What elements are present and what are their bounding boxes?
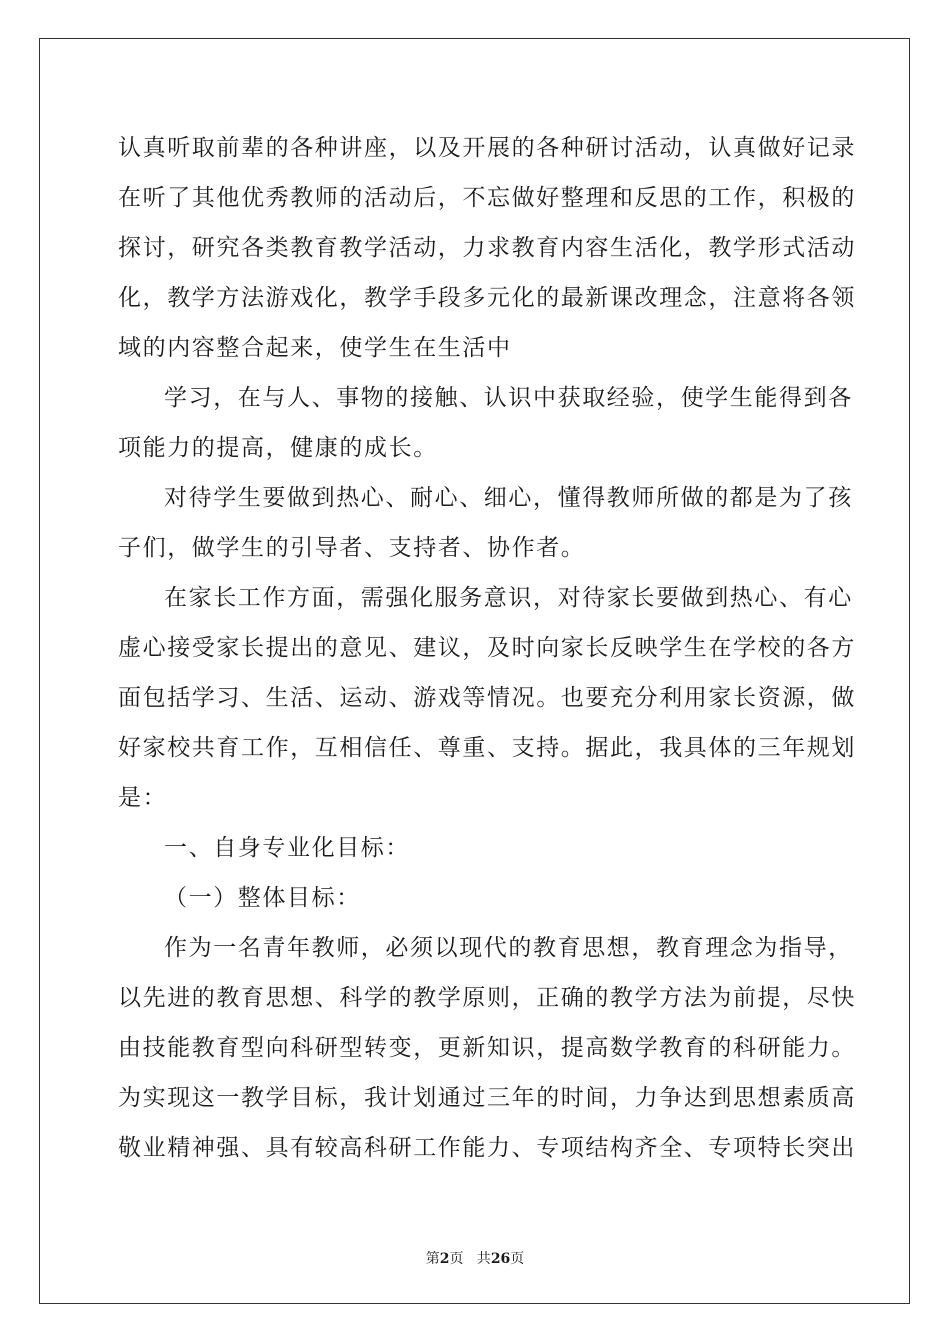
text-line: 认真听取前辈的各种讲座，以及开展的各种研讨活动，认真做好记录 [118,135,856,161]
footer-suffix: 页 [510,1251,525,1267]
text-line: 探讨，研究各类教育教学活动，力求教育内容生活化，教学形式活动 [118,235,856,261]
text-line: 子们，做学生的引导者、支持者、协作者。 [118,535,586,561]
text-line: 虚心接受家长提出的意见、建议，及时向家长反映学生在学校的各方 [118,635,856,661]
text-line: 作为一名青年教师，必须以现代的教育思想，教育理念为指导， [164,935,853,961]
subsection-heading: （一）整体目标： [164,885,361,911]
text-line: 在听了其他优秀教师的活动后，不忘做好整理和反思的工作，积极的 [118,185,856,211]
text-line: 敬业精神强、具有较高科研工作能力、专项结构齐全、专项特长突出 [118,1135,856,1161]
current-page-number: 2 [439,1251,450,1267]
text-line: 好家校共育工作，互相信任、尊重、支持。据此，我具体的三年规划 [118,735,856,761]
total-pages-number: 26 [490,1251,511,1267]
text-line: 学习，在与人、事物的接触、认识中获取经验，使学生能得到各 [164,385,853,411]
page-footer [0,1248,950,1268]
text-line: 面包括学习、生活、运动、游戏等情况。也要充分利用家长资源，做 [118,685,856,711]
footer-prefix: 第 [425,1251,440,1267]
text-line: 化，教学方法游戏化，教学手段多元化的最新课改理念，注意将各领 [118,285,856,311]
text-line: 在家长工作方面，需强化服务意识，对待家长要做到热心、有心 [164,585,853,611]
text-line: 以先进的教育思想、科学的教学原则，正确的教学方法为前提，尽快 [118,985,856,1011]
section-heading: 一、自身专业化目标： [164,835,410,861]
text-line: 由技能教育型向科研型转变，更新知识，提高数学教育的科研能力。 [118,1035,856,1061]
page-border [39,38,910,1304]
text-line: 为实现这一教学目标，我计划通过三年的时间，力争达到思想素质高 [118,1085,856,1111]
text-line: 域的内容整合起来，使学生在生活中 [118,335,512,361]
text-line: 项能力的提高，健康的成长。 [118,435,438,461]
footer-middle: 页 共 [449,1251,491,1267]
text-line: 是： [118,785,168,811]
text-line: 对待学生要做到热心、耐心、细心，懂得教师所做的都是为了孩 [164,485,853,511]
